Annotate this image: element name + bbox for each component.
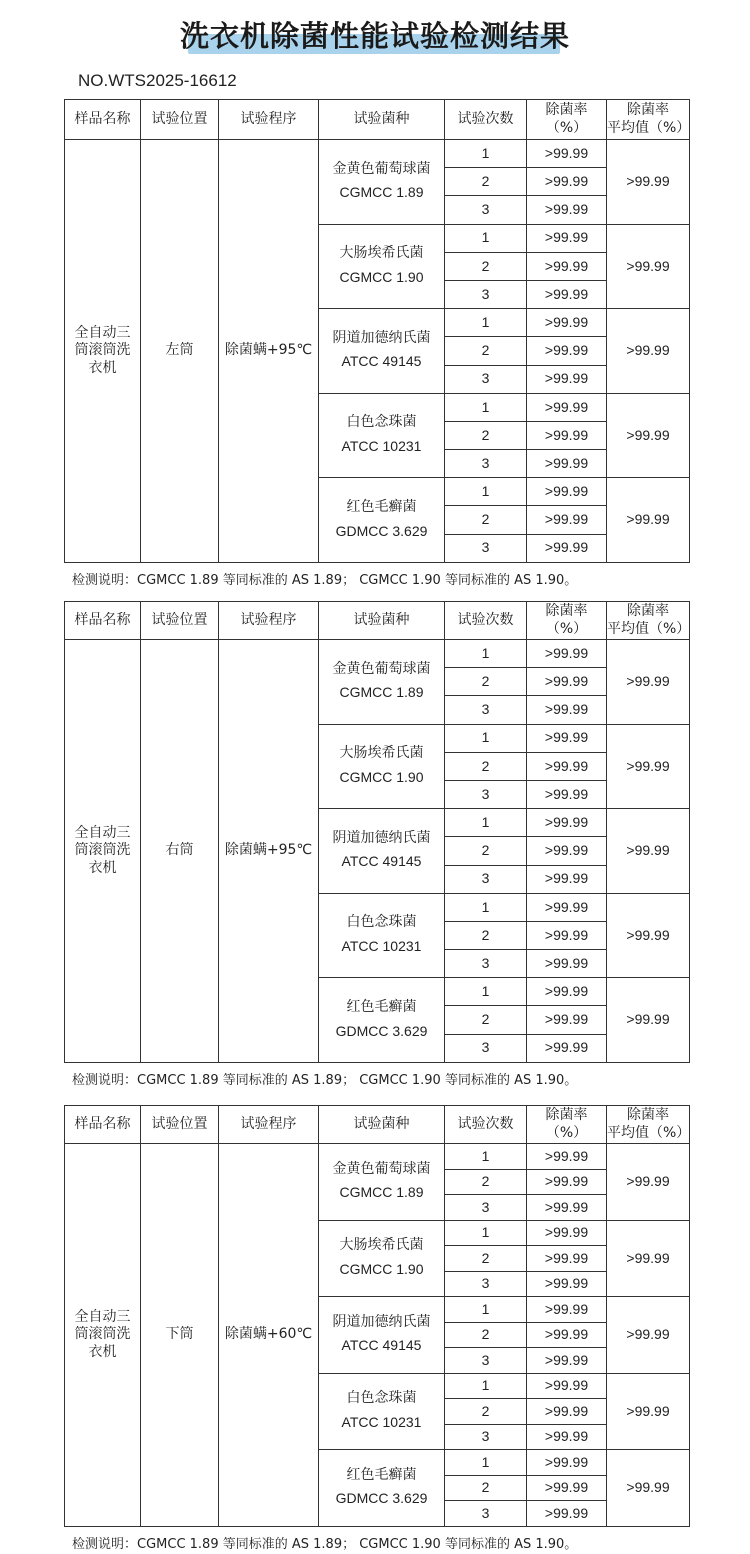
strain-code: ATCC 10231: [341, 437, 422, 454]
removal-rate-cell: >99.99: [527, 1006, 607, 1034]
average-rate-cell: >99.99: [607, 393, 690, 478]
run-number-cell: 1: [445, 809, 527, 837]
strain-code: CGMCC 1.90: [339, 768, 424, 785]
result-table: [64, 601, 690, 1063]
run-number-cell: 3: [445, 950, 527, 978]
run-number-cell: 2: [445, 1169, 527, 1195]
strain-name: 阴道加德纳氏菌: [332, 329, 431, 346]
removal-rate-cell: >99.99: [527, 280, 607, 308]
header-line: 除菌率: [545, 102, 588, 118]
header-strain: 试验菌种: [319, 602, 445, 640]
strain-cell: [319, 393, 445, 478]
removal-rate-cell: >99.99: [527, 724, 607, 752]
strain-code: CGMCC 1.90: [339, 268, 424, 285]
average-rate-cell: >99.99: [607, 1450, 690, 1527]
strain-name: 大肠埃希氏菌: [339, 1237, 424, 1254]
table-header-row: [65, 602, 690, 640]
report-number: NO.WTS2025-16612: [78, 71, 237, 90]
removal-rate-cell: >99.99: [527, 921, 607, 949]
removal-rate-cell: >99.99: [527, 478, 607, 506]
removal-rate-cell: >99.99: [527, 1424, 607, 1450]
average-rate-cell: >99.99: [607, 1297, 690, 1374]
removal-rate-cell: >99.99: [527, 1399, 607, 1425]
run-number-cell: 1: [445, 1144, 527, 1170]
run-number-cell: 2: [445, 1475, 527, 1501]
strain-name: 大肠埃希氏菌: [339, 745, 424, 762]
run-number-cell: 3: [445, 1348, 527, 1374]
average-rate-cell: >99.99: [607, 140, 690, 225]
run-number-cell: 3: [445, 1501, 527, 1527]
removal-rate-cell: >99.99: [527, 865, 607, 893]
removal-rate-cell: >99.99: [527, 1501, 607, 1527]
header-sample: 样品名称: [65, 1106, 141, 1144]
header-line: 除菌率: [627, 603, 669, 619]
run-number-cell: 3: [445, 780, 527, 808]
strain-code: ATCC 10231: [341, 937, 422, 954]
removal-rate-cell: >99.99: [527, 450, 607, 478]
strain-name: 白色念珠菌: [346, 414, 417, 431]
removal-rate-cell: >99.99: [527, 1322, 607, 1348]
run-number-cell: 1: [445, 1450, 527, 1476]
strain-cell: [319, 640, 445, 725]
run-number-cell: 2: [445, 337, 527, 365]
sample-name-cell: 全自动三筒滚筒洗衣机: [65, 640, 141, 1063]
strain-code: CGMCC 1.89: [339, 1184, 424, 1201]
run-number-cell: 1: [445, 309, 527, 337]
average-rate-cell: >99.99: [607, 224, 690, 309]
strain-code: ATCC 49145: [341, 1337, 422, 1354]
average-rate-cell: >99.99: [607, 478, 690, 563]
strain-code: GDMCC 3.629: [335, 1022, 428, 1039]
test-note: 检测说明：CGMCC 1.89 等同标准的 AS 1.89； CGMCC 1.90 等同标准的 AS 1.90。: [72, 1536, 578, 1552]
run-number-cell: 1: [445, 1373, 527, 1399]
strain-cell: [319, 978, 445, 1063]
strain-cell: [319, 224, 445, 309]
removal-rate-cell: >99.99: [527, 365, 607, 393]
run-number-cell: 2: [445, 837, 527, 865]
strain-name: 大肠埃希氏菌: [339, 245, 424, 262]
strain-name: 红色毛癣菌: [346, 499, 417, 516]
run-number-cell: 1: [445, 1220, 527, 1246]
removal-rate-cell: >99.99: [527, 1475, 607, 1501]
header-avg: [607, 602, 690, 640]
removal-rate-cell: >99.99: [527, 1144, 607, 1170]
table-row: [65, 640, 690, 668]
removal-rate-cell: >99.99: [527, 978, 607, 1006]
header-rate: [527, 602, 607, 640]
strain-code: ATCC 49145: [341, 853, 422, 870]
strain-name: 阴道加德纳氏菌: [332, 829, 431, 846]
run-number-cell: 1: [445, 893, 527, 921]
run-number-cell: 3: [445, 865, 527, 893]
strain-name: 金黄色葡萄球菌: [332, 1160, 431, 1177]
result-table-block: [64, 601, 689, 1088]
table-row: [65, 1144, 690, 1170]
test-note: 检测说明：CGMCC 1.89 等同标准的 AS 1.89； CGMCC 1.90 等同标准的 AS 1.90。: [72, 572, 578, 588]
strain-cell: [319, 724, 445, 809]
header-rate: [527, 1106, 607, 1144]
strain-code: ATCC 49145: [341, 353, 422, 370]
run-number-cell: 3: [445, 1034, 527, 1062]
strain-cell: [319, 1220, 445, 1297]
strain-name: 红色毛癣菌: [346, 1466, 417, 1483]
run-number-cell: 2: [445, 168, 527, 196]
removal-rate-cell: >99.99: [527, 893, 607, 921]
run-number-cell: 2: [445, 421, 527, 449]
header-runs: 试验次数: [445, 100, 527, 140]
page-header: [0, 0, 750, 70]
result-table-block: [64, 99, 689, 588]
run-number-cell: 1: [445, 224, 527, 252]
removal-rate-cell: >99.99: [527, 337, 607, 365]
removal-rate-cell: >99.99: [527, 393, 607, 421]
header-program: 试验程序: [219, 1106, 319, 1144]
page-title: 洗衣机除菌性能试验检测结果: [179, 19, 570, 53]
header-sample: 样品名称: [65, 602, 141, 640]
strain-code: ATCC 10231: [341, 1413, 422, 1430]
test-program-cell: 除菌螨+60℃: [219, 1144, 319, 1527]
removal-rate-cell: >99.99: [527, 950, 607, 978]
removal-rate-cell: >99.99: [527, 1297, 607, 1323]
run-number-cell: 2: [445, 668, 527, 696]
strain-cell: [319, 1373, 445, 1450]
table-header-row: [65, 100, 690, 140]
removal-rate-cell: >99.99: [527, 1246, 607, 1272]
result-table-block: [64, 1105, 689, 1552]
run-number-cell: 2: [445, 252, 527, 280]
run-number-cell: 1: [445, 140, 527, 168]
run-number-cell: 3: [445, 280, 527, 308]
strain-cell: [319, 478, 445, 563]
strain-cell: [319, 1144, 445, 1221]
header-rate: [527, 100, 607, 140]
removal-rate-cell: >99.99: [527, 1450, 607, 1476]
run-number-cell: 3: [445, 365, 527, 393]
header-strain: 试验菌种: [319, 1106, 445, 1144]
strain-cell: [319, 893, 445, 978]
strain-name: 金黄色葡萄球菌: [332, 160, 431, 177]
run-number-cell: 2: [445, 1322, 527, 1348]
removal-rate-cell: >99.99: [527, 140, 607, 168]
removal-rate-cell: >99.99: [527, 696, 607, 724]
average-rate-cell: >99.99: [607, 1144, 690, 1221]
header-runs: 试验次数: [445, 602, 527, 640]
removal-rate-cell: >99.99: [527, 837, 607, 865]
header-strain: 试验菌种: [319, 100, 445, 140]
removal-rate-cell: >99.99: [527, 1169, 607, 1195]
strain-name: 白色念珠菌: [346, 914, 417, 931]
strain-name: 阴道加德纳氏菌: [332, 1313, 431, 1330]
header-line: 除菌率: [545, 1107, 588, 1123]
removal-rate-cell: >99.99: [527, 1271, 607, 1297]
run-number-cell: 3: [445, 1271, 527, 1297]
removal-rate-cell: >99.99: [527, 752, 607, 780]
result-table: [64, 1105, 690, 1527]
average-rate-cell: >99.99: [607, 724, 690, 809]
header-line: 除菌率: [545, 603, 588, 619]
strain-code: GDMCC 3.629: [335, 1490, 428, 1507]
strain-cell: [319, 1450, 445, 1527]
strain-name: 红色毛癣菌: [346, 999, 417, 1016]
removal-rate-cell: >99.99: [527, 640, 607, 668]
run-number-cell: 3: [445, 450, 527, 478]
run-number-cell: 1: [445, 478, 527, 506]
test-position-cell: 右筒: [141, 640, 219, 1063]
run-number-cell: 3: [445, 534, 527, 562]
strain-name: 金黄色葡萄球菌: [332, 660, 431, 677]
removal-rate-cell: >99.99: [527, 1348, 607, 1374]
average-rate-cell: >99.99: [607, 309, 690, 394]
removal-rate-cell: >99.99: [527, 224, 607, 252]
run-number-cell: 3: [445, 1424, 527, 1450]
run-number-cell: 2: [445, 1006, 527, 1034]
strain-cell: [319, 309, 445, 394]
run-number-cell: 1: [445, 1297, 527, 1323]
removal-rate-cell: >99.99: [527, 506, 607, 534]
result-table: [64, 99, 690, 563]
strain-cell: [319, 809, 445, 894]
header-line: 除菌率: [627, 1107, 669, 1123]
test-note: 检测说明：CGMCC 1.89 等同标准的 AS 1.89； CGMCC 1.90 等同标准的 AS 1.90。: [72, 1072, 578, 1088]
strain-code: CGMCC 1.90: [339, 1260, 424, 1277]
header-position: 试验位置: [141, 100, 219, 140]
run-number-cell: 2: [445, 1246, 527, 1272]
header-line: 平均值（%）: [607, 1124, 691, 1141]
average-rate-cell: >99.99: [607, 978, 690, 1063]
average-rate-cell: >99.99: [607, 893, 690, 978]
strain-cell: [319, 1297, 445, 1374]
header-program: 试验程序: [219, 100, 319, 140]
removal-rate-cell: >99.99: [527, 809, 607, 837]
header-runs: 试验次数: [445, 1106, 527, 1144]
strain-cell: [319, 140, 445, 225]
strain-code: CGMCC 1.89: [339, 684, 424, 701]
removal-rate-cell: >99.99: [527, 534, 607, 562]
removal-rate-cell: >99.99: [527, 1195, 607, 1221]
strain-name: 白色念珠菌: [346, 1390, 417, 1407]
run-number-cell: 1: [445, 393, 527, 421]
run-number-cell: 1: [445, 640, 527, 668]
sample-name-cell: 全自动三筒滚筒洗衣机: [65, 140, 141, 563]
run-number-cell: 2: [445, 506, 527, 534]
removal-rate-cell: >99.99: [527, 196, 607, 224]
run-number-cell: 3: [445, 1195, 527, 1221]
average-rate-cell: >99.99: [607, 1373, 690, 1450]
strain-code: GDMCC 3.629: [335, 522, 428, 539]
removal-rate-cell: >99.99: [527, 252, 607, 280]
header-line: 平均值（%）: [607, 620, 691, 637]
run-number-cell: 2: [445, 1399, 527, 1425]
header-line: （%）: [545, 119, 588, 136]
run-number-cell: 1: [445, 978, 527, 1006]
test-position-cell: 下筒: [141, 1144, 219, 1527]
run-number-cell: 1: [445, 724, 527, 752]
strain-code: CGMCC 1.89: [339, 184, 424, 201]
header-avg: [607, 1106, 690, 1144]
average-rate-cell: >99.99: [607, 1220, 690, 1297]
removal-rate-cell: >99.99: [527, 168, 607, 196]
header-position: 试验位置: [141, 602, 219, 640]
header-avg: [607, 100, 690, 140]
removal-rate-cell: >99.99: [527, 309, 607, 337]
removal-rate-cell: >99.99: [527, 1034, 607, 1062]
removal-rate-cell: >99.99: [527, 780, 607, 808]
header-position: 试验位置: [141, 1106, 219, 1144]
table-header-row: [65, 1106, 690, 1144]
run-number-cell: 3: [445, 696, 527, 724]
run-number-cell: 3: [445, 196, 527, 224]
header-line: （%）: [545, 620, 588, 637]
removal-rate-cell: >99.99: [527, 1373, 607, 1399]
removal-rate-cell: >99.99: [527, 421, 607, 449]
run-number-cell: 2: [445, 921, 527, 949]
header-line: 平均值（%）: [607, 119, 691, 136]
test-position-cell: 左筒: [141, 140, 219, 563]
test-program-cell: 除菌螨+95℃: [219, 140, 319, 563]
table-row: [65, 140, 690, 168]
header-line: （%）: [545, 1124, 588, 1141]
average-rate-cell: >99.99: [607, 809, 690, 894]
header-sample: 样品名称: [65, 100, 141, 140]
removal-rate-cell: >99.99: [527, 1220, 607, 1246]
run-number-cell: 2: [445, 752, 527, 780]
test-program-cell: 除菌螨+95℃: [219, 640, 319, 1063]
header-line: 除菌率: [627, 102, 669, 118]
header-program: 试验程序: [219, 602, 319, 640]
sample-name-cell: 全自动三筒滚筒洗衣机: [65, 1144, 141, 1527]
average-rate-cell: >99.99: [607, 640, 690, 725]
removal-rate-cell: >99.99: [527, 668, 607, 696]
